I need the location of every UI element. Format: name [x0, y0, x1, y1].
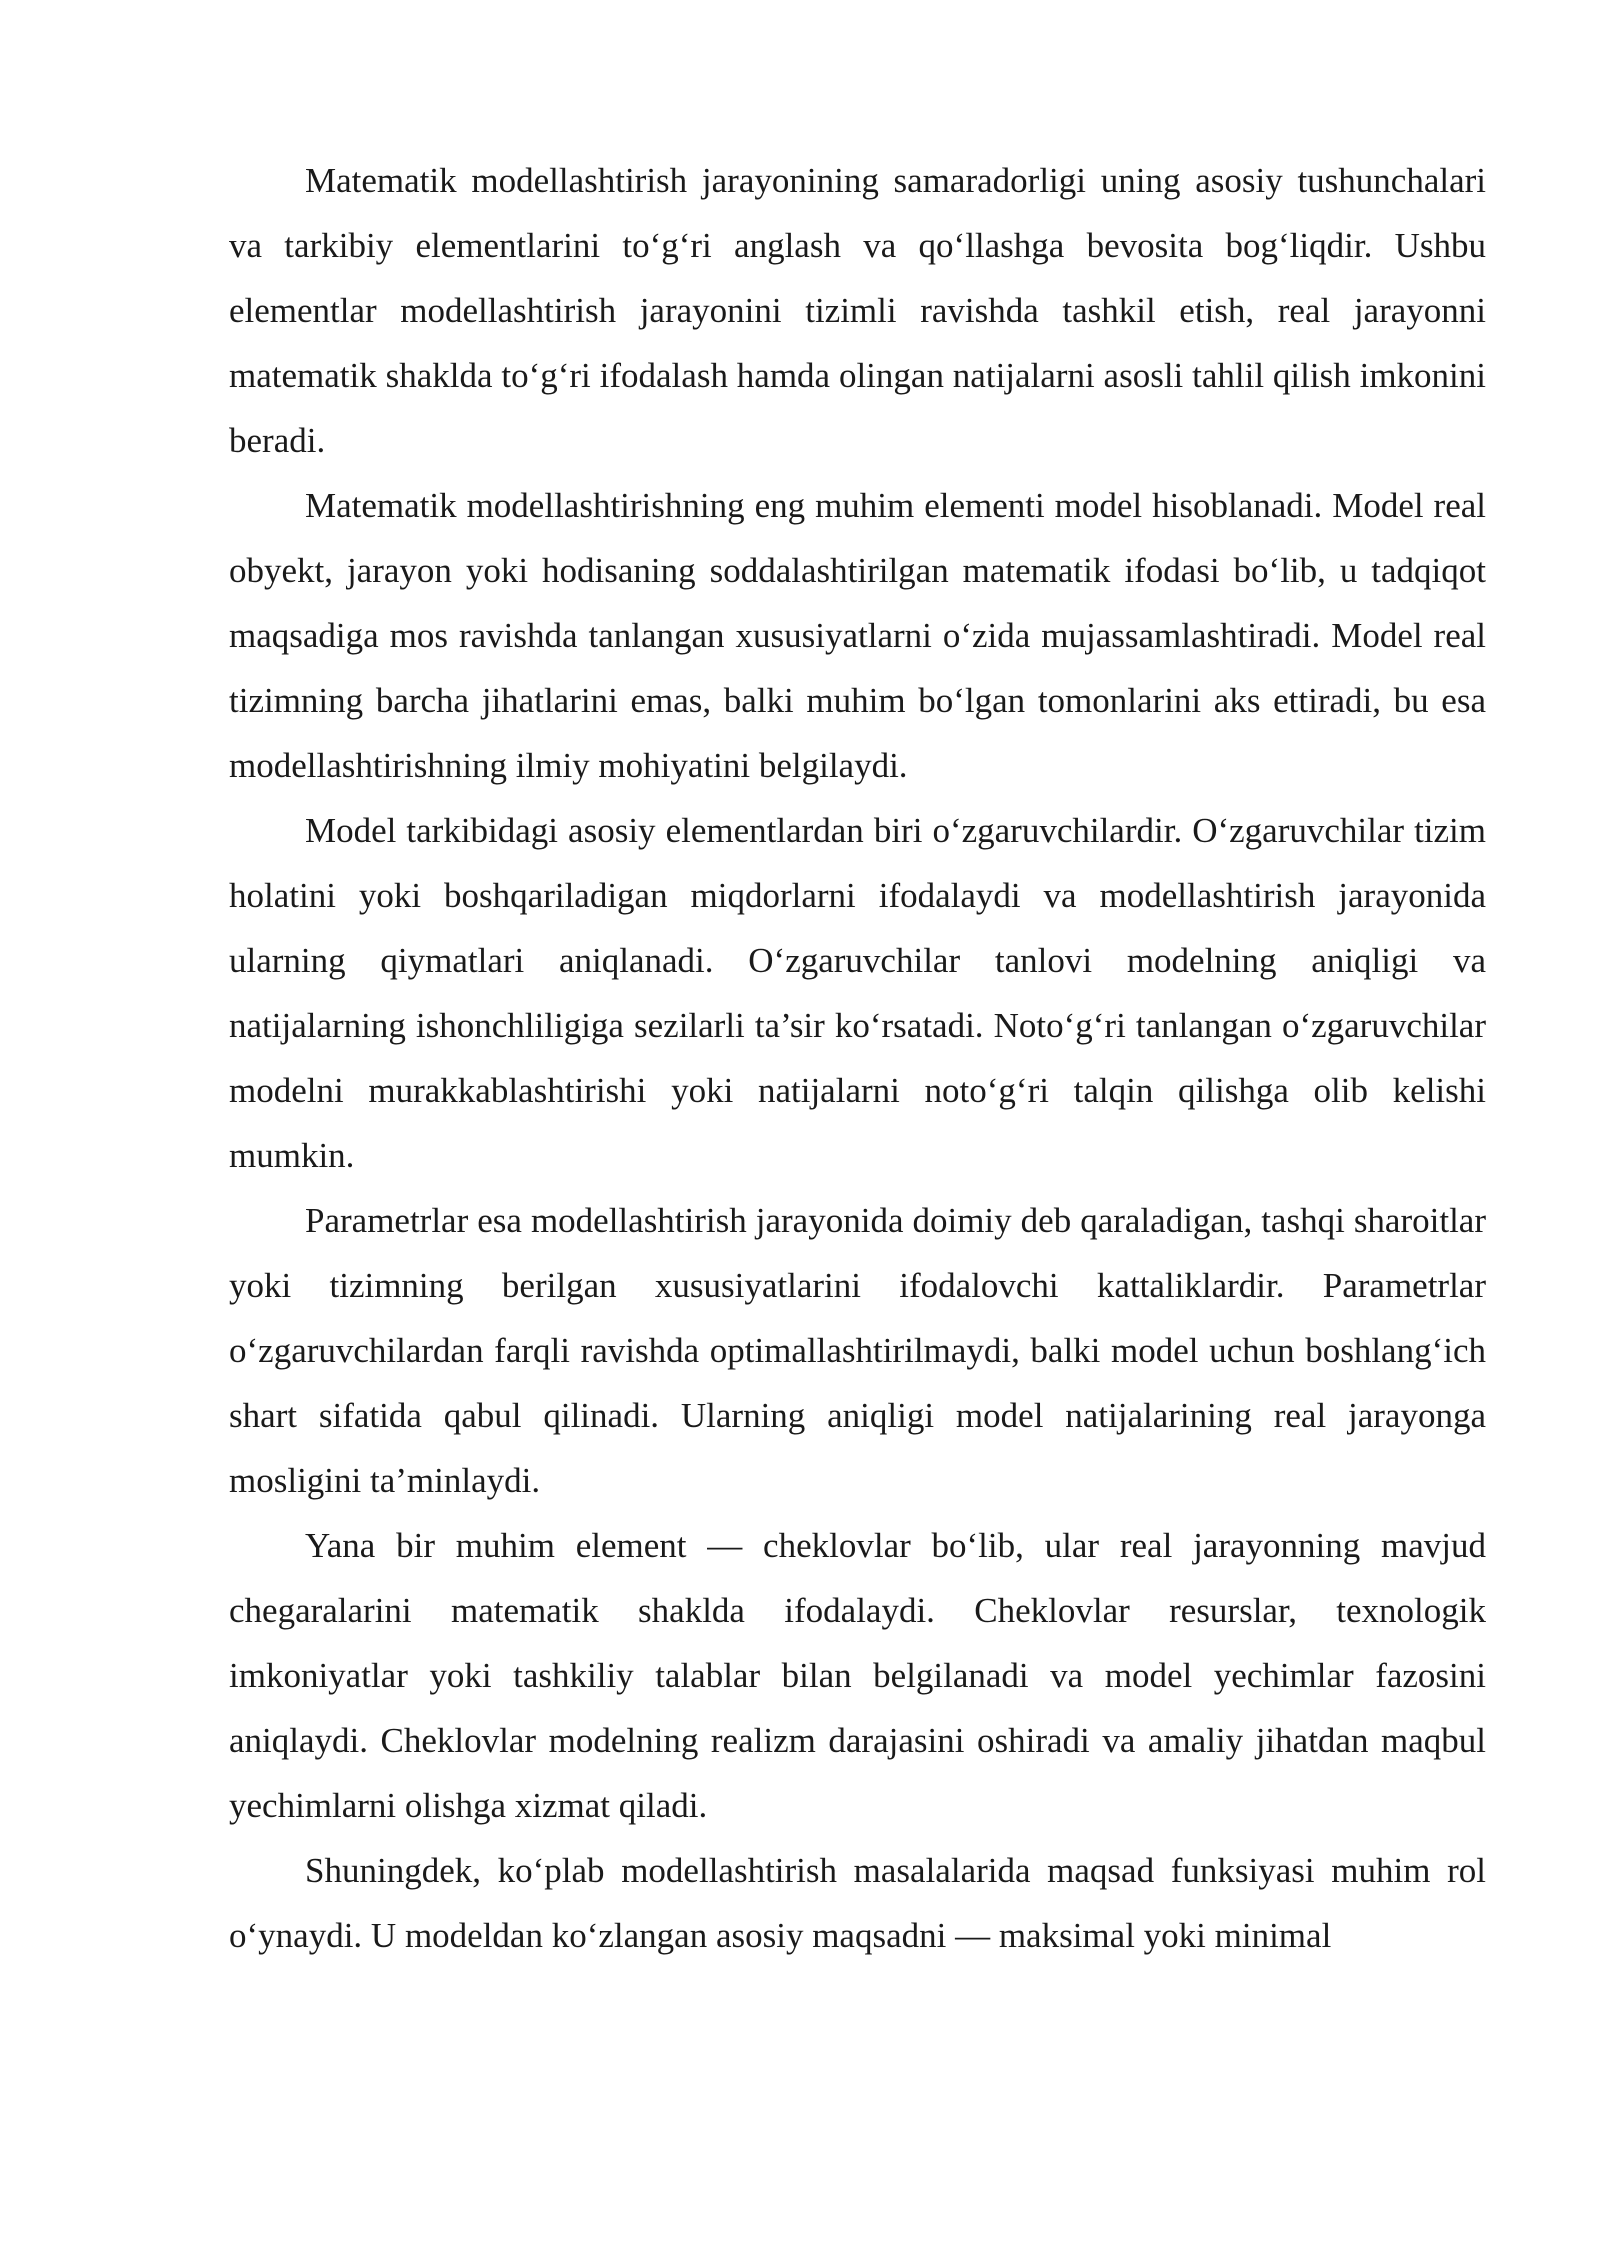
paragraph-3: Model tarkibidagi asosiy elementlardan biri o‘zgaruvchilardir. O‘zgaruvchilar tizim holatini yoki boshqariladigan miqdorlarni ifodalaydi va modellashtirish jarayonida ularning qiymatlari aniqlanadi. O‘zgaruvchilar tanlovi modelning aniqligi va natijalarning ishonchliligiga sezilarli ta’sir ko‘rsatadi. Noto‘g‘ri tanlangan o‘zgaruvchilar modelni murakkablashtirishi yoki natijalarni noto‘g‘ri talqin qilishga olib kelishi mumkin. — [229, 811, 1486, 1175]
paragraph-1: Matematik modellashtirish jarayonining samaradorligi uning asosiy tushunchalari va tarkibiy elementlarini to‘g‘ri anglash va qo‘llashga bevosita bog‘liqdir. Ushbu elementlar modellashtirish jarayonini tizimli ravishda tashkil etish, real jarayonni matematik shaklda to‘g‘ri ifodalash hamda olingan natijalarni asosli tahlil qilish imkonini beradi. — [229, 161, 1486, 460]
document-page — [229, 148, 1486, 1968]
paragraph-4: Parametrlar esa modellashtirish jarayonida doimiy deb qaraladigan, tashqi sharoitlar yoki tizimning berilgan xususiyatlarini ifodalovchi kattaliklardir. Parametrlar o‘zgaruvchilardan farqli ravishda optimallashtirilmaydi, balki model uchun boshlang‘ich shart sifatida qabul qilinadi. Ularning aniqligi model natijalarining real jarayonga mosligini ta’minlaydi. — [229, 1201, 1486, 1500]
paragraph-2: Matematik modellashtirishning eng muhim elementi model hisoblanadi. Model real obyekt, jarayon yoki hodisaning soddalashtirilgan matematik ifodasi bo‘lib, u tadqiqot maqsadiga mos ravishda tanlangan xususiyatlarni o‘zida mujassamlashtiradi. Model real tizimning barcha jihatlarini emas, balki muhim bo‘lgan tomonlarini aks ettiradi, bu esa modellashtirishning ilmiy mohiyatini belgilaydi. — [229, 486, 1486, 785]
paragraph-5: Yana bir muhim element — cheklovlar bo‘lib, ular real jarayonning mavjud chegaralarini matematik shaklda ifodalaydi. Cheklovlar resurslar, texnologik imkoniyatlar yoki tashkiliy talablar bilan belgilanadi va model yechimlar fazosini aniqlaydi. Cheklovlar modelning realizm darajasini oshiradi va amaliy jihatdan maqbul yechimlarni olishga xizmat qiladi. — [229, 1526, 1486, 1825]
paragraph-6: Shuningdek, ko‘plab modellashtirish masalalarida maqsad funksiyasi muhim rol o‘ynaydi. U modeldan ko‘zlangan asosiy maqsadni — maksimal yoki minimal — [229, 1851, 1486, 1955]
